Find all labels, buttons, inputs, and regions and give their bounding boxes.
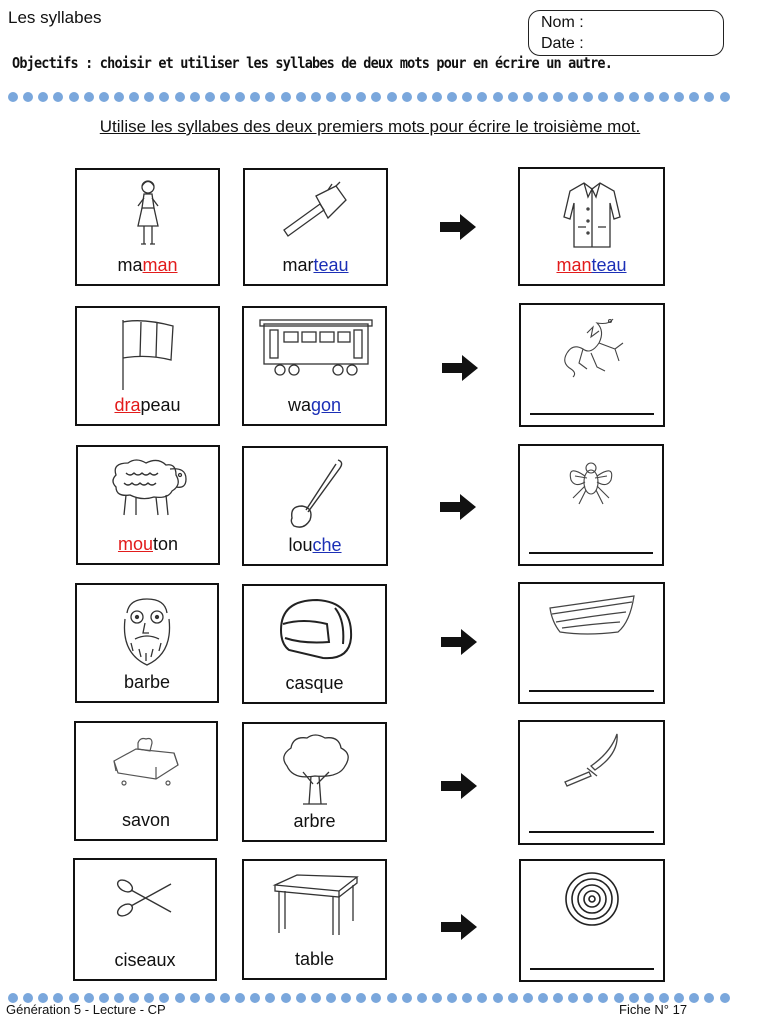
word-card-barbe — [75, 583, 219, 703]
divider-dot — [598, 993, 608, 1003]
instruction-text: Utilise les syllabes des deux premiers mots pour écrire le troisième mot. — [99, 117, 641, 136]
divider-dot — [265, 92, 275, 102]
divider-dot — [341, 993, 351, 1003]
divider-dot — [69, 92, 79, 102]
divider-dot — [583, 993, 593, 1003]
date-label: Date : — [541, 35, 584, 52]
answer-line[interactable] — [530, 968, 654, 970]
divider-dot — [538, 993, 548, 1003]
sheep-icon — [106, 455, 190, 519]
wagon-icon — [256, 316, 374, 378]
divider-dot — [235, 993, 245, 1003]
divider-dot — [568, 92, 578, 102]
word-label-table: table — [294, 949, 335, 969]
word-card-louche — [242, 446, 388, 566]
divider-dot — [644, 92, 654, 102]
divider-dot — [175, 92, 185, 102]
saber-icon — [557, 730, 627, 790]
dragon-icon — [557, 313, 627, 379]
divider-dot — [371, 993, 381, 1003]
arrow-icon — [441, 773, 477, 799]
divider-dot — [629, 92, 639, 102]
divider-dot — [432, 993, 442, 1003]
answer-card-4 — [518, 582, 665, 704]
name-date-box — [528, 10, 724, 56]
answer-card-3 — [518, 444, 664, 566]
divider-dot — [720, 993, 730, 1003]
divider-dot — [326, 92, 336, 102]
divider-dot — [250, 92, 260, 102]
word-label-casque: casque — [285, 673, 344, 693]
answer-word-manteau: manteau — [556, 255, 627, 275]
divider-dot — [402, 993, 412, 1003]
divider-dot — [205, 993, 215, 1003]
word-label-ciseaux: ciseaux — [114, 950, 176, 970]
answer-line[interactable] — [530, 413, 654, 415]
divider-dot — [553, 92, 563, 102]
dotted-divider-top — [8, 92, 730, 104]
divider-dot — [190, 993, 200, 1003]
divider-dot — [129, 92, 139, 102]
divider-dot — [568, 993, 578, 1003]
word-card-arbre — [242, 722, 387, 842]
divider-dot — [689, 993, 699, 1003]
divider-dot — [175, 993, 185, 1003]
divider-dot — [371, 92, 381, 102]
fly-icon — [561, 454, 621, 508]
answer-line[interactable] — [529, 690, 654, 692]
word-label-louche: louche — [288, 535, 342, 555]
divider-dot — [538, 92, 548, 102]
divider-dot — [477, 993, 487, 1003]
divider-dot — [720, 92, 730, 102]
word-label-savon: savon — [121, 810, 171, 830]
divider-dot — [387, 92, 397, 102]
divider-dot — [523, 993, 533, 1003]
answer-card-6 — [519, 859, 665, 982]
girl-icon — [128, 178, 168, 250]
divider-dot — [659, 92, 669, 102]
divider-dot — [553, 993, 563, 1003]
answer-line[interactable] — [529, 831, 654, 833]
divider-dot — [598, 92, 608, 102]
divider-dot — [114, 92, 124, 102]
divider-dot — [99, 92, 109, 102]
divider-dot — [296, 993, 306, 1003]
divider-dot — [84, 92, 94, 102]
divider-dot — [493, 993, 503, 1003]
divider-dot — [190, 92, 200, 102]
word-card-casque — [242, 584, 387, 704]
word-label-arbre: arbre — [293, 811, 336, 831]
divider-dot — [38, 92, 48, 102]
helmet-icon — [273, 594, 357, 664]
word-card-marteau — [243, 168, 388, 286]
word-card-wagon — [242, 306, 387, 426]
divider-dot — [477, 92, 487, 102]
word-label-barbe: barbe — [123, 672, 171, 692]
word-label-maman: maman — [117, 255, 178, 275]
objectives-text: Objectifs : choisir et utiliser les syllabes de deux mots pour en écrire un autre. — [12, 54, 613, 72]
arrow-icon — [440, 214, 476, 240]
divider-dot — [432, 92, 442, 102]
answer-line[interactable] — [529, 552, 653, 554]
divider-dot — [311, 993, 321, 1003]
divider-dot — [250, 993, 260, 1003]
divider-dot — [674, 92, 684, 102]
divider-dot — [508, 993, 518, 1003]
divider-dot — [8, 92, 18, 102]
footer-sheet-number: Fiche N° 17 — [619, 1002, 688, 1017]
divider-dot — [417, 993, 427, 1003]
tree-icon — [275, 732, 355, 808]
scissors-icon — [113, 868, 177, 928]
divider-dot — [144, 92, 154, 102]
word-card-maman — [75, 168, 220, 286]
divider-dot — [356, 993, 366, 1003]
divider-dot — [402, 92, 412, 102]
divider-dot — [417, 92, 427, 102]
divider-dot — [614, 92, 624, 102]
word-card-table — [242, 859, 387, 980]
divider-dot — [447, 993, 457, 1003]
answer-card-5 — [518, 720, 665, 845]
divider-dot — [205, 92, 215, 102]
divider-dot — [704, 92, 714, 102]
word-card-ciseaux — [73, 858, 217, 981]
arrow-icon — [440, 494, 476, 520]
target-icon — [562, 869, 622, 929]
divider-dot — [462, 993, 472, 1003]
soap-icon — [104, 731, 188, 791]
divider-dot — [341, 92, 351, 102]
divider-dot — [23, 92, 33, 102]
answer-card-2 — [519, 303, 665, 427]
divider-dot — [220, 92, 230, 102]
divider-dot — [220, 993, 230, 1003]
word-card-drapeau — [75, 306, 220, 426]
divider-dot — [159, 92, 169, 102]
word-card-mouton — [76, 445, 220, 565]
divider-dot — [281, 993, 291, 1003]
answer-card-1 — [518, 167, 665, 286]
arrow-icon — [441, 914, 477, 940]
ladle-icon — [280, 456, 350, 532]
word-label-wagon: wagon — [287, 395, 342, 415]
name-label: Nom : — [541, 14, 584, 31]
divider-dot — [508, 92, 518, 102]
divider-dot — [583, 92, 593, 102]
divider-dot — [296, 92, 306, 102]
boat-icon — [546, 592, 638, 642]
word-label-marteau: marteau — [282, 255, 349, 275]
table-icon — [267, 869, 363, 937]
divider-dot — [447, 92, 457, 102]
divider-dot — [235, 92, 245, 102]
divider-dot — [326, 993, 336, 1003]
footer-series: Génération 5 - Lecture - CP — [6, 1002, 166, 1017]
divider-dot — [281, 92, 291, 102]
divider-dot — [311, 92, 321, 102]
divider-dot — [462, 92, 472, 102]
flag-icon — [113, 316, 183, 392]
divider-dot — [689, 92, 699, 102]
word-label-mouton: mouton — [117, 534, 179, 554]
page-title: Les syllabes — [8, 8, 102, 27]
word-label-drapeau: drapeau — [114, 395, 181, 415]
divider-dot — [387, 993, 397, 1003]
divider-dot — [265, 993, 275, 1003]
arrow-icon — [441, 629, 477, 655]
word-card-savon — [74, 721, 218, 841]
divider-dot — [704, 993, 714, 1003]
bearded-face-icon — [115, 593, 179, 669]
arrow-icon — [442, 355, 478, 381]
divider-dot — [356, 92, 366, 102]
divider-dot — [53, 92, 63, 102]
hammer-icon — [276, 178, 356, 242]
divider-dot — [493, 92, 503, 102]
divider-dot — [523, 92, 533, 102]
coat-icon — [560, 177, 624, 251]
